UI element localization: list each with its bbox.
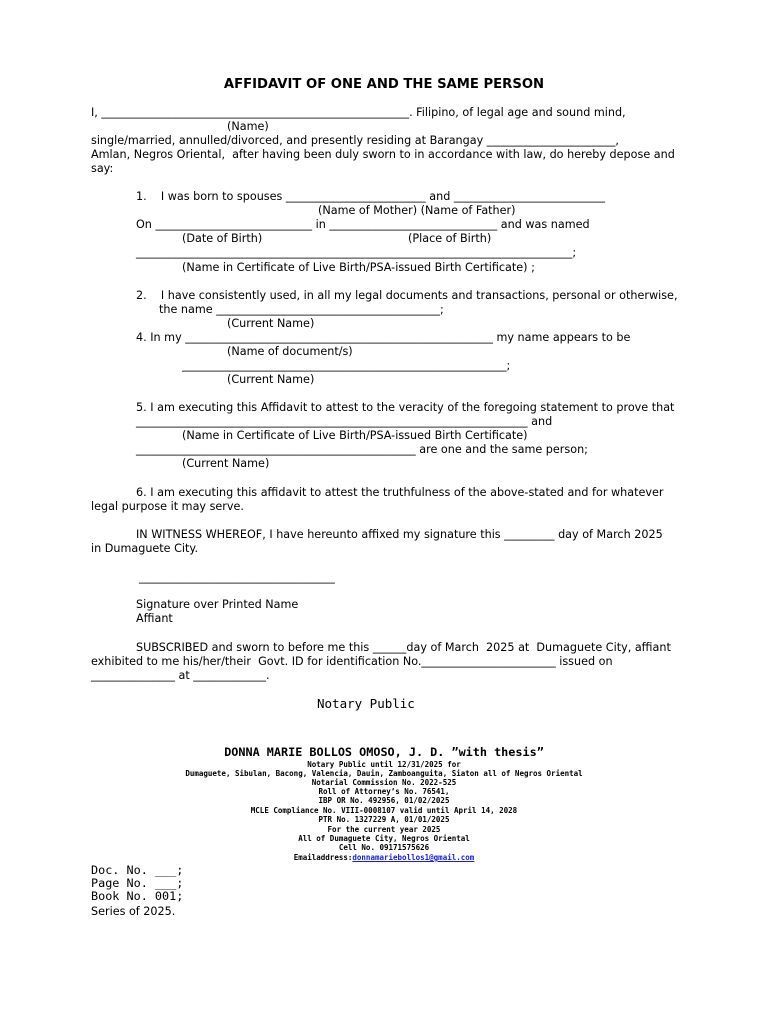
signature-line: ___________________________________ (139, 571, 335, 584)
document-caption: (Name of document/s) (227, 345, 353, 358)
current-name-caption-2: (Current Name) (227, 373, 315, 386)
subscribed-line-3: _______________ at _____________. (91, 669, 270, 682)
intro-line-3: Amlan, Negros Oriental, after having been duly sworn to in accordance with law, do hereby depose and (91, 148, 675, 161)
notary-name: DONNA MARIE BOLLOS OMOSO, J. D. ”with thesis” (224, 745, 544, 759)
item-6-line-1: 6. I am executing this affidavit to attest the truthfulness of the above-stated and for whatever (136, 486, 664, 499)
item-4-line-1: 4. In my _______________________________________________________ my name appears to be (136, 331, 631, 344)
witness-line-1: IN WITNESS WHEREOF, I have hereunto affixed my signature this _________ day of March 2025 (136, 528, 663, 541)
signature-label: Signature over Printed Name (136, 598, 299, 611)
notary-line-5: IBP OR No. 492956, 01/02/2025 (318, 796, 450, 805)
notary-line-10: Cell No. 09171575626 (338, 843, 430, 852)
series-label: Series of 2025. (91, 905, 176, 918)
book-number: Book No. 001; (91, 889, 184, 903)
item-1-line-1: 1. I was born to spouses _________________________ and ___________________________ (136, 190, 605, 203)
birth-cert-caption: (Name in Certificate of Live Birth/PSA-issued Birth Certificate) ; (182, 261, 535, 274)
intro-line-2: single/married, annulled/divorced, and presently residing at Barangay _______________________, (91, 134, 619, 147)
notary-line-1: Notary Public until 12/31/2025 for (307, 760, 461, 769)
current-name-caption-3: (Current Name) (182, 457, 270, 470)
subscribed-line-1: SUBSCRIBED and sworn to before me this ______day of March 2025 at Dumaguete City, affiant (136, 641, 671, 654)
doc-number: Doc. No. ___; (91, 863, 184, 877)
item-5-line-3: __________________________________________________ are one and the same person; (136, 443, 588, 456)
notary-line-2: Dumaguete, Sibulan, Bacong, Valencia, Dauin, Zamboanguita, Siaton all of Negros Oriental (185, 769, 583, 778)
notary-email-row (0, 853, 768, 862)
document-title: AFFIDAVIT OF ONE AND THE SAME PERSON (223, 77, 545, 92)
notary-line-3: Notarial Commission No. 2022-525 (311, 778, 457, 787)
notary-line-4: Roll of Attorney’s No. 76541, (318, 787, 450, 796)
notary-public-label: Notary Public (317, 696, 415, 711)
item-6-line-2: legal purpose it may serve. (91, 500, 244, 513)
item-2-line-1: 2. I have consistently used, in all my legal documents and transactions, personal or otherwise, (136, 289, 678, 302)
item-2-line-2: the name ________________________________________; (159, 303, 444, 316)
intro-line-1: I, _______________________________________________________. Filipino, of legal age and sound mind, (91, 106, 626, 119)
email-label: Emailaddress: (293, 853, 353, 862)
notary-line-8: For the current year 2025 (327, 825, 441, 834)
name-caption: (Name) (227, 120, 269, 133)
notary-line-9: All of Dumaguete City, Negros Oriental (298, 834, 470, 843)
email-link[interactable]: donnamariebollos1@gmail.com (352, 853, 475, 862)
witness-line-2: in Dumaguete City. (91, 542, 199, 555)
item-4-line-2: __________________________________________________________; (182, 359, 511, 372)
current-name-caption-1: (Current Name) (227, 317, 315, 330)
item-1-line-3: ______________________________________________________________________________; (136, 246, 577, 259)
page-number: Page No. ___; (91, 876, 184, 890)
place-of-birth-caption: (Place of Birth) (408, 232, 492, 245)
parents-caption: (Name of Mother) (Name of Father) (318, 204, 516, 217)
item-1-line-2: On ____________________________ in ______________________________ and was named (136, 218, 590, 231)
notary-line-7: PTR No. 1327229 A, 01/01/2025 (318, 815, 450, 824)
affiant-label: Affiant (136, 612, 173, 625)
birth-cert-caption-2: (Name in Certificate of Live Birth/PSA-issued Birth Certificate) (182, 429, 528, 442)
subscribed-line-2: exhibited to me his/her/their Govt. ID for identification No.________________________ issued on (91, 655, 613, 668)
notary-line-6: MCLE Compliance No. VIII-0008107 valid until April 14, 2028 (250, 806, 518, 815)
intro-line-4: say: (91, 162, 114, 175)
item-5-line-1: 5. I am executing this Affidavit to attest to the veracity of the foregoing statement to prove that (136, 401, 675, 414)
date-of-birth-caption: (Date of Birth) (182, 232, 263, 245)
item-5-line-2: ______________________________________________________________________ and (136, 415, 553, 428)
